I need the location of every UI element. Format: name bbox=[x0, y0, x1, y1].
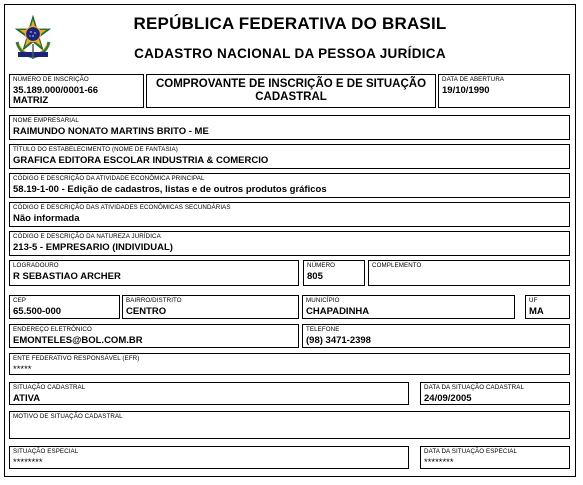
situacao-especial-label: SITUAÇÃO ESPECIAL bbox=[13, 448, 79, 455]
comprovante-title bbox=[147, 78, 435, 104]
nome-empresarial-label: NOME EMPRESARIAL bbox=[13, 117, 79, 124]
numero-field bbox=[303, 260, 365, 286]
atividade-principal-value: 58.19-1-00 - Edição de cadastros, listas e de outros produtos gráficos bbox=[13, 184, 327, 195]
situacao-especial-field bbox=[9, 446, 409, 469]
data-situacao-especial-field bbox=[420, 446, 570, 469]
complemento-field bbox=[368, 260, 570, 286]
numero-label: NÚMERO bbox=[307, 262, 336, 269]
natureza-juridica-label: CÓDIGO E DESCRIÇÃO DA NATUREZA JURÍDICA bbox=[13, 233, 161, 240]
motivo-situacao-label: MOTIVO DE SITUAÇÃO CADASTRAL bbox=[13, 413, 123, 420]
municipio-label: MUNICÍPIO bbox=[306, 297, 340, 304]
logradouro-label: LOGRADOURO bbox=[13, 262, 59, 269]
telefone-value: (98) 3471-2398 bbox=[306, 335, 371, 346]
situacao-cadastral-field bbox=[9, 382, 409, 405]
municipio-field bbox=[302, 295, 515, 319]
atividade-principal-field bbox=[9, 173, 570, 198]
email-label: ENDEREÇO ELETRÔNICO bbox=[13, 326, 92, 333]
efr-value: ***** bbox=[13, 364, 32, 375]
situacao-especial-value: ******** bbox=[13, 457, 43, 468]
nome-empresarial-field bbox=[9, 115, 570, 140]
situacao-cadastral-value: ATIVA bbox=[13, 393, 41, 404]
atividade-principal-label: CÓDIGO E DESCRIÇÃO DA ATIVIDADE ECONÔMICA PRINCIPAL bbox=[13, 175, 205, 182]
page-subtitle: CADASTRO NACIONAL DA PESSOA JURÍDICA bbox=[134, 46, 446, 61]
inscricao-label: NÚMERO DE INSCRIÇÃO bbox=[13, 76, 89, 83]
comprovante-title-box bbox=[146, 74, 436, 108]
logradouro-field bbox=[9, 260, 299, 286]
situacao-cadastral-label: SITUAÇÃO CADASTRAL bbox=[13, 384, 86, 391]
data-situacao-label: DATA DA SITUAÇÃO CADASTRAL bbox=[424, 384, 525, 391]
uf-field bbox=[525, 295, 570, 319]
email-field bbox=[9, 324, 299, 348]
data-situacao-especial-value: ******** bbox=[424, 457, 454, 468]
atividades-secundarias-value: Não informada bbox=[13, 213, 80, 224]
bairro-label: BAIRRO/DISTRITO bbox=[126, 297, 182, 304]
page-title: REPÚBLICA FEDERATIVA DO BRASIL bbox=[133, 14, 447, 33]
inscricao-type: MATRIZ bbox=[13, 95, 49, 106]
telefone-label: TELEFONE bbox=[306, 326, 340, 333]
email-value: EMONTELES@BOL.COM.BR bbox=[13, 335, 143, 346]
data-situacao-field bbox=[420, 382, 570, 405]
efr-label: ENTE FEDERATIVO RESPONSÁVEL (EFR) bbox=[13, 355, 140, 362]
efr-field bbox=[9, 353, 570, 375]
nome-fantasia-label: TÍTULO DO ESTABELECIMENTO (NOME DE FANTASIA) bbox=[13, 146, 178, 153]
cep-field bbox=[9, 295, 120, 319]
abertura-label: DATA DE ABERTURA bbox=[442, 76, 505, 83]
natureza-juridica-field bbox=[9, 231, 570, 256]
atividades-secundarias-field bbox=[9, 202, 570, 227]
numero-value: 805 bbox=[307, 271, 323, 282]
inscricao-value: 35.189.000/0001-66 bbox=[13, 85, 99, 96]
telefone-field bbox=[302, 324, 570, 348]
comprovante-title-line1: COMPROVANTE DE INSCRIÇÃO E DE SITUAÇÃO bbox=[155, 78, 427, 90]
coat-of-arms-icon bbox=[12, 14, 54, 60]
cep-value: 65.500-000 bbox=[13, 306, 62, 317]
cep-label: CEP bbox=[13, 297, 27, 304]
natureza-juridica-value: 213-5 - EMPRESARIO (INDIVIDUAL) bbox=[13, 242, 173, 253]
data-situacao-value: 24/09/2005 bbox=[424, 393, 472, 404]
municipio-value: CHAPADINHA bbox=[306, 306, 370, 317]
bairro-field bbox=[122, 295, 299, 319]
uf-label: UF bbox=[529, 297, 538, 304]
uf-value: MA bbox=[529, 306, 544, 317]
nome-fantasia-field bbox=[9, 144, 570, 169]
complemento-label: COMPLEMENTO bbox=[372, 262, 422, 269]
data-situacao-especial-label: DATA DA SITUAÇÃO ESPECIAL bbox=[424, 448, 518, 455]
nome-fantasia-value: GRAFICA EDITORA ESCOLAR INDUSTRIA & COMERCIO bbox=[13, 155, 269, 166]
inscricao-field bbox=[9, 74, 144, 108]
abertura-value: 19/10/1990 bbox=[442, 85, 490, 96]
bairro-value: CENTRO bbox=[126, 306, 167, 317]
nome-empresarial-value: RAIMUNDO NONATO MARTINS BRITO - ME bbox=[13, 126, 209, 137]
atividades-secundarias-label: CÓDIGO E DESCRIÇÃO DAS ATIVIDADES ECONÔMICAS SECUNDÁRIAS bbox=[13, 204, 231, 211]
abertura-field bbox=[438, 74, 570, 108]
motivo-situacao-field bbox=[9, 411, 570, 439]
comprovante-title-line2: CADASTRAL bbox=[255, 91, 327, 103]
logradouro-value: R SEBASTIAO ARCHER bbox=[13, 271, 121, 282]
